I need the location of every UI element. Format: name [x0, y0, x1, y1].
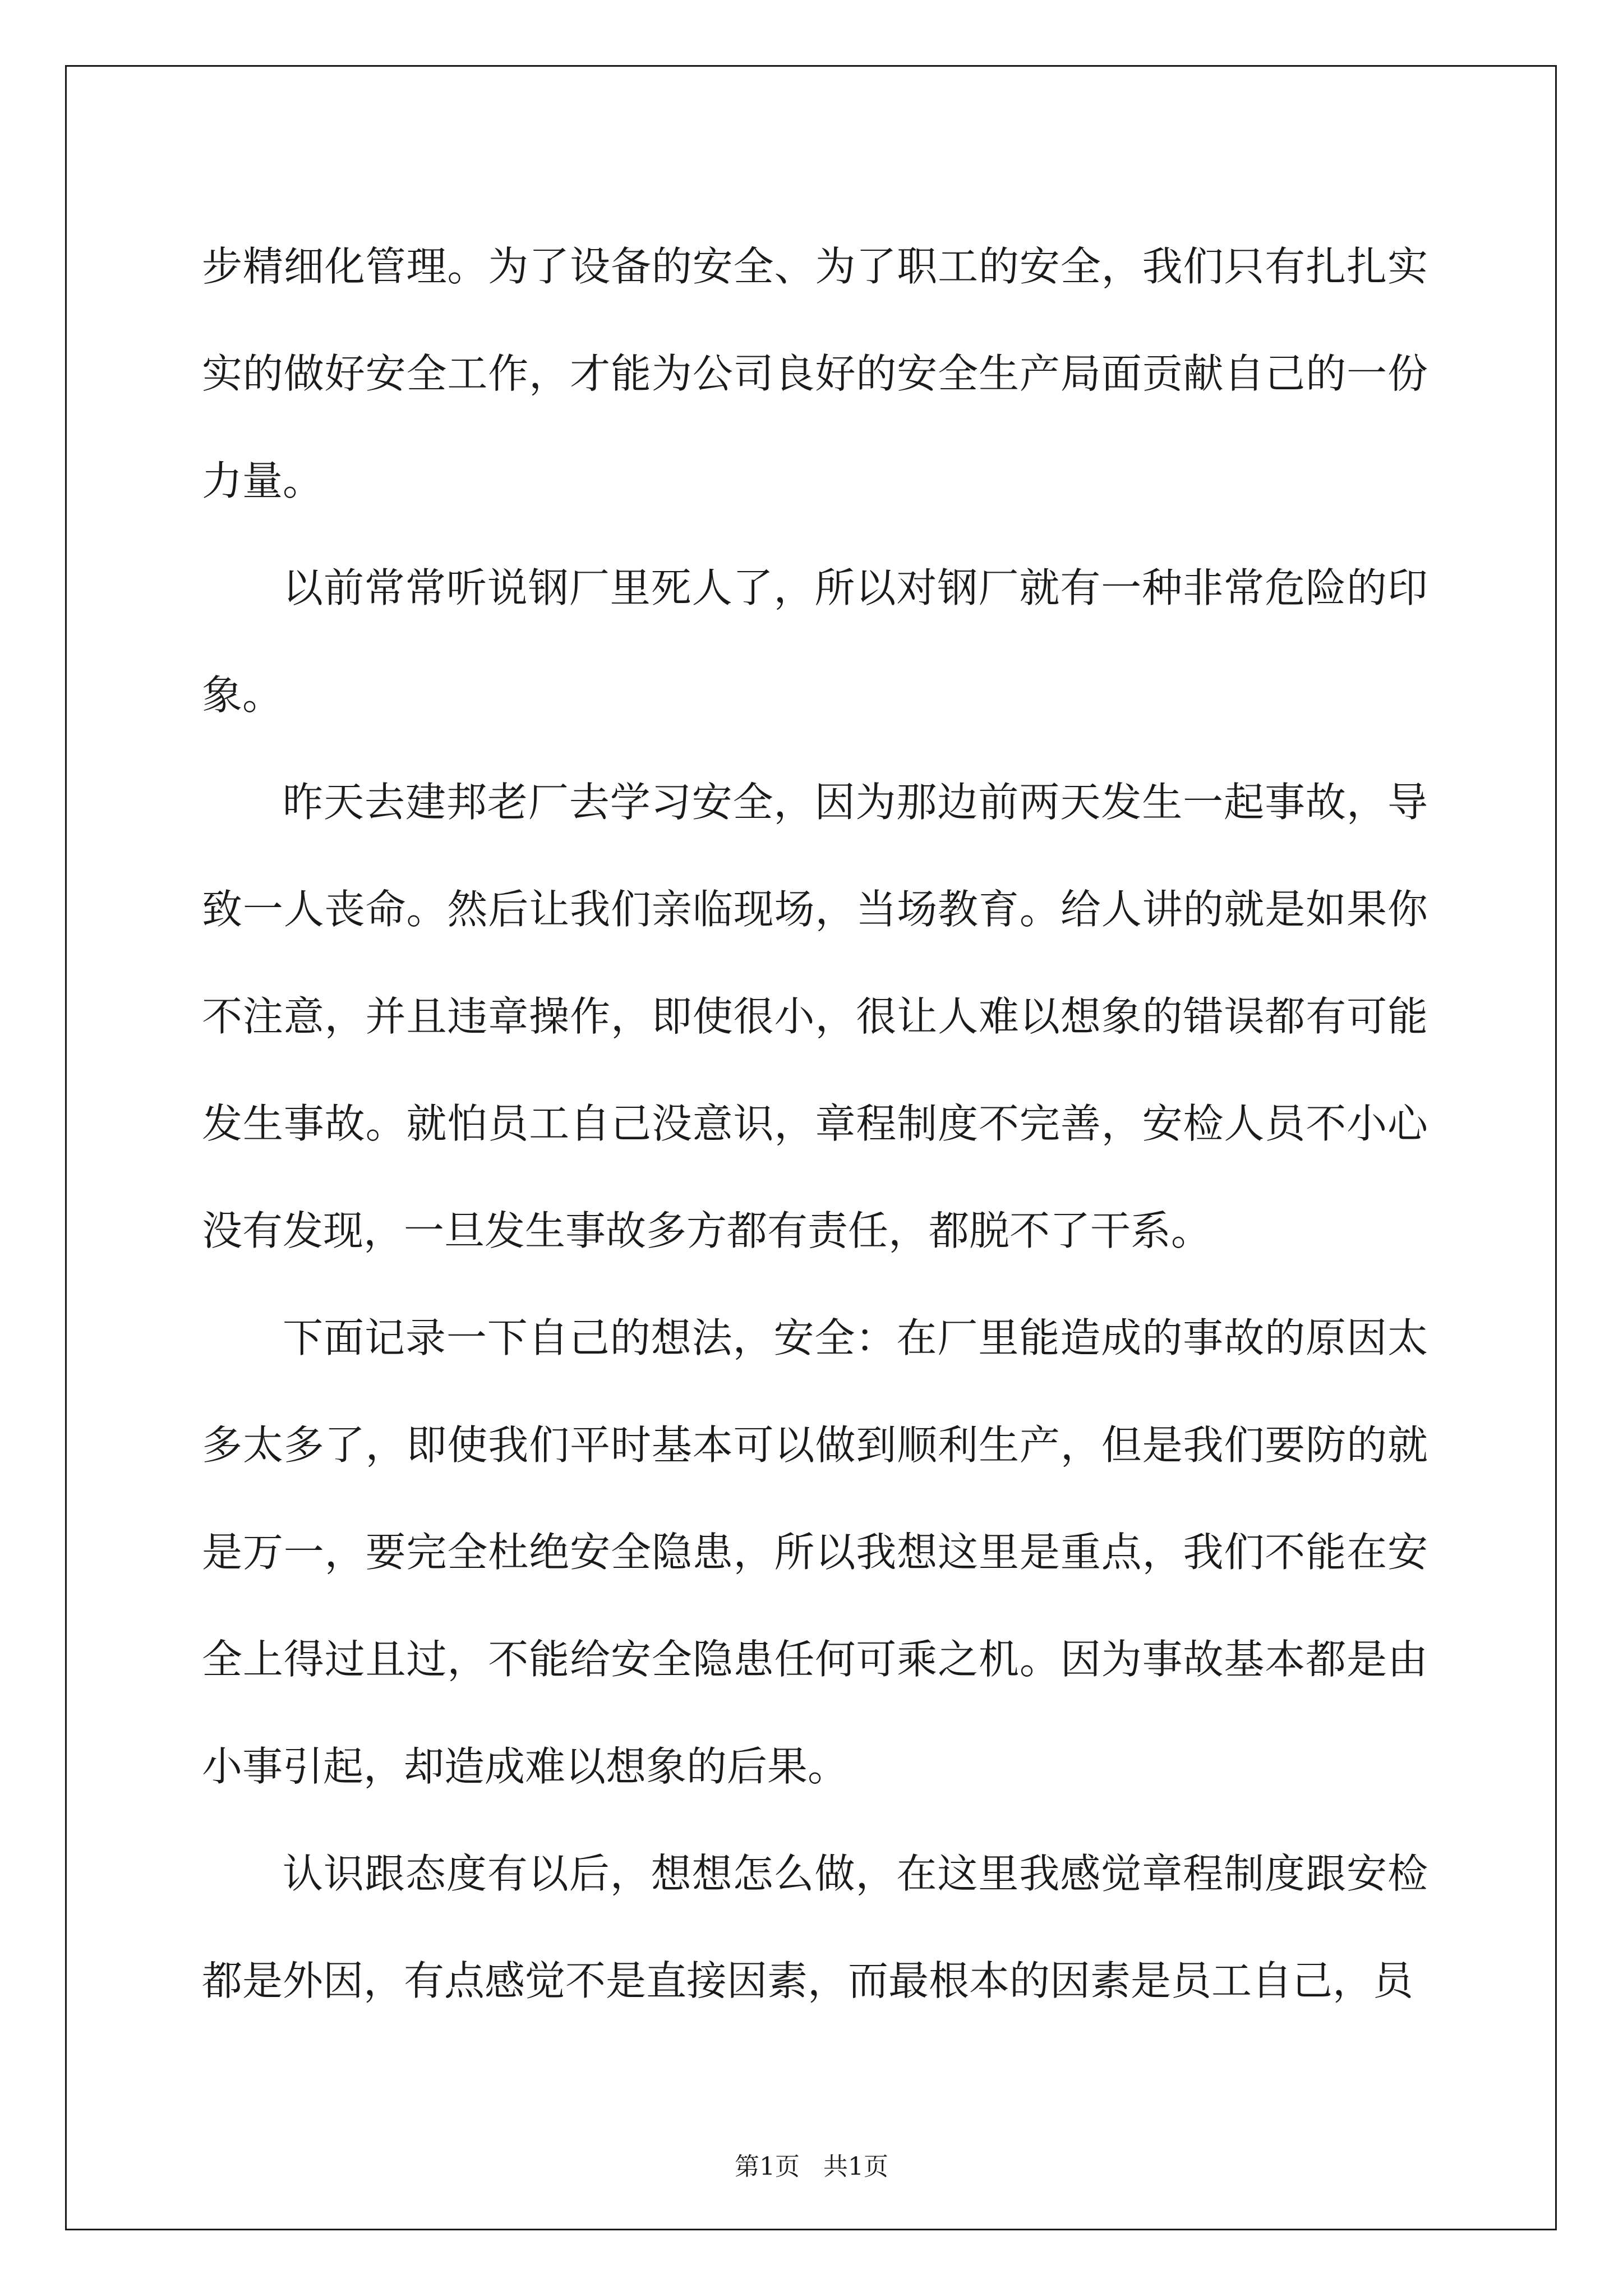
page-number: 第1页 共1页 — [735, 2152, 888, 2181]
paragraph-2: 以前常常听说钢厂里死人了，所以对钢厂就有一种非常危险的印象。 — [202, 564, 1428, 719]
paragraph-3: 昨天去建邦老厂去学习安全，因为那边前两天发生一起事故，导致一人丧命。然后让我们亲临现场，当场教育。给人讲的就是如果你不注意，并且违章操作，即使很小，很让人难以想象的错误都有可能发生事故。就怕员工自己没意识，章程制度不完善，安检人员不小心没有发现，一旦发生事故多方都有责任，都脱不了干系。 — [202, 779, 1428, 1254]
paragraph-1: 步精细化管理。为了设备的安全、为了职工的安全，我们只有扎扎实实的做好安全工作，才能为公司良好的安全生产局面贡献自己的一份力量。 — [202, 243, 1428, 504]
paragraph-4: 下面记录一下自己的想法，安全：在厂里能造成的事故的原因太多太多了，即使我们平时基本可以做到顺利生产，但是我们要防的就是万一，要完全杜绝安全隐患，所以我想这里是重点，我们不能在安全上得过且过，不能给安全隐患任何可乘之机。因为事故基本都是由小事引起，却造成难以想象的后果。 — [202, 1314, 1428, 1790]
paragraph-5: 认识跟态度有以后，想想怎么做，在这里我感觉章程制度跟安检都是外因，有点感觉不是直接因素，而最根本的因素是员工自己，员 — [202, 1850, 1428, 2004]
document-body — [202, 213, 1428, 2035]
